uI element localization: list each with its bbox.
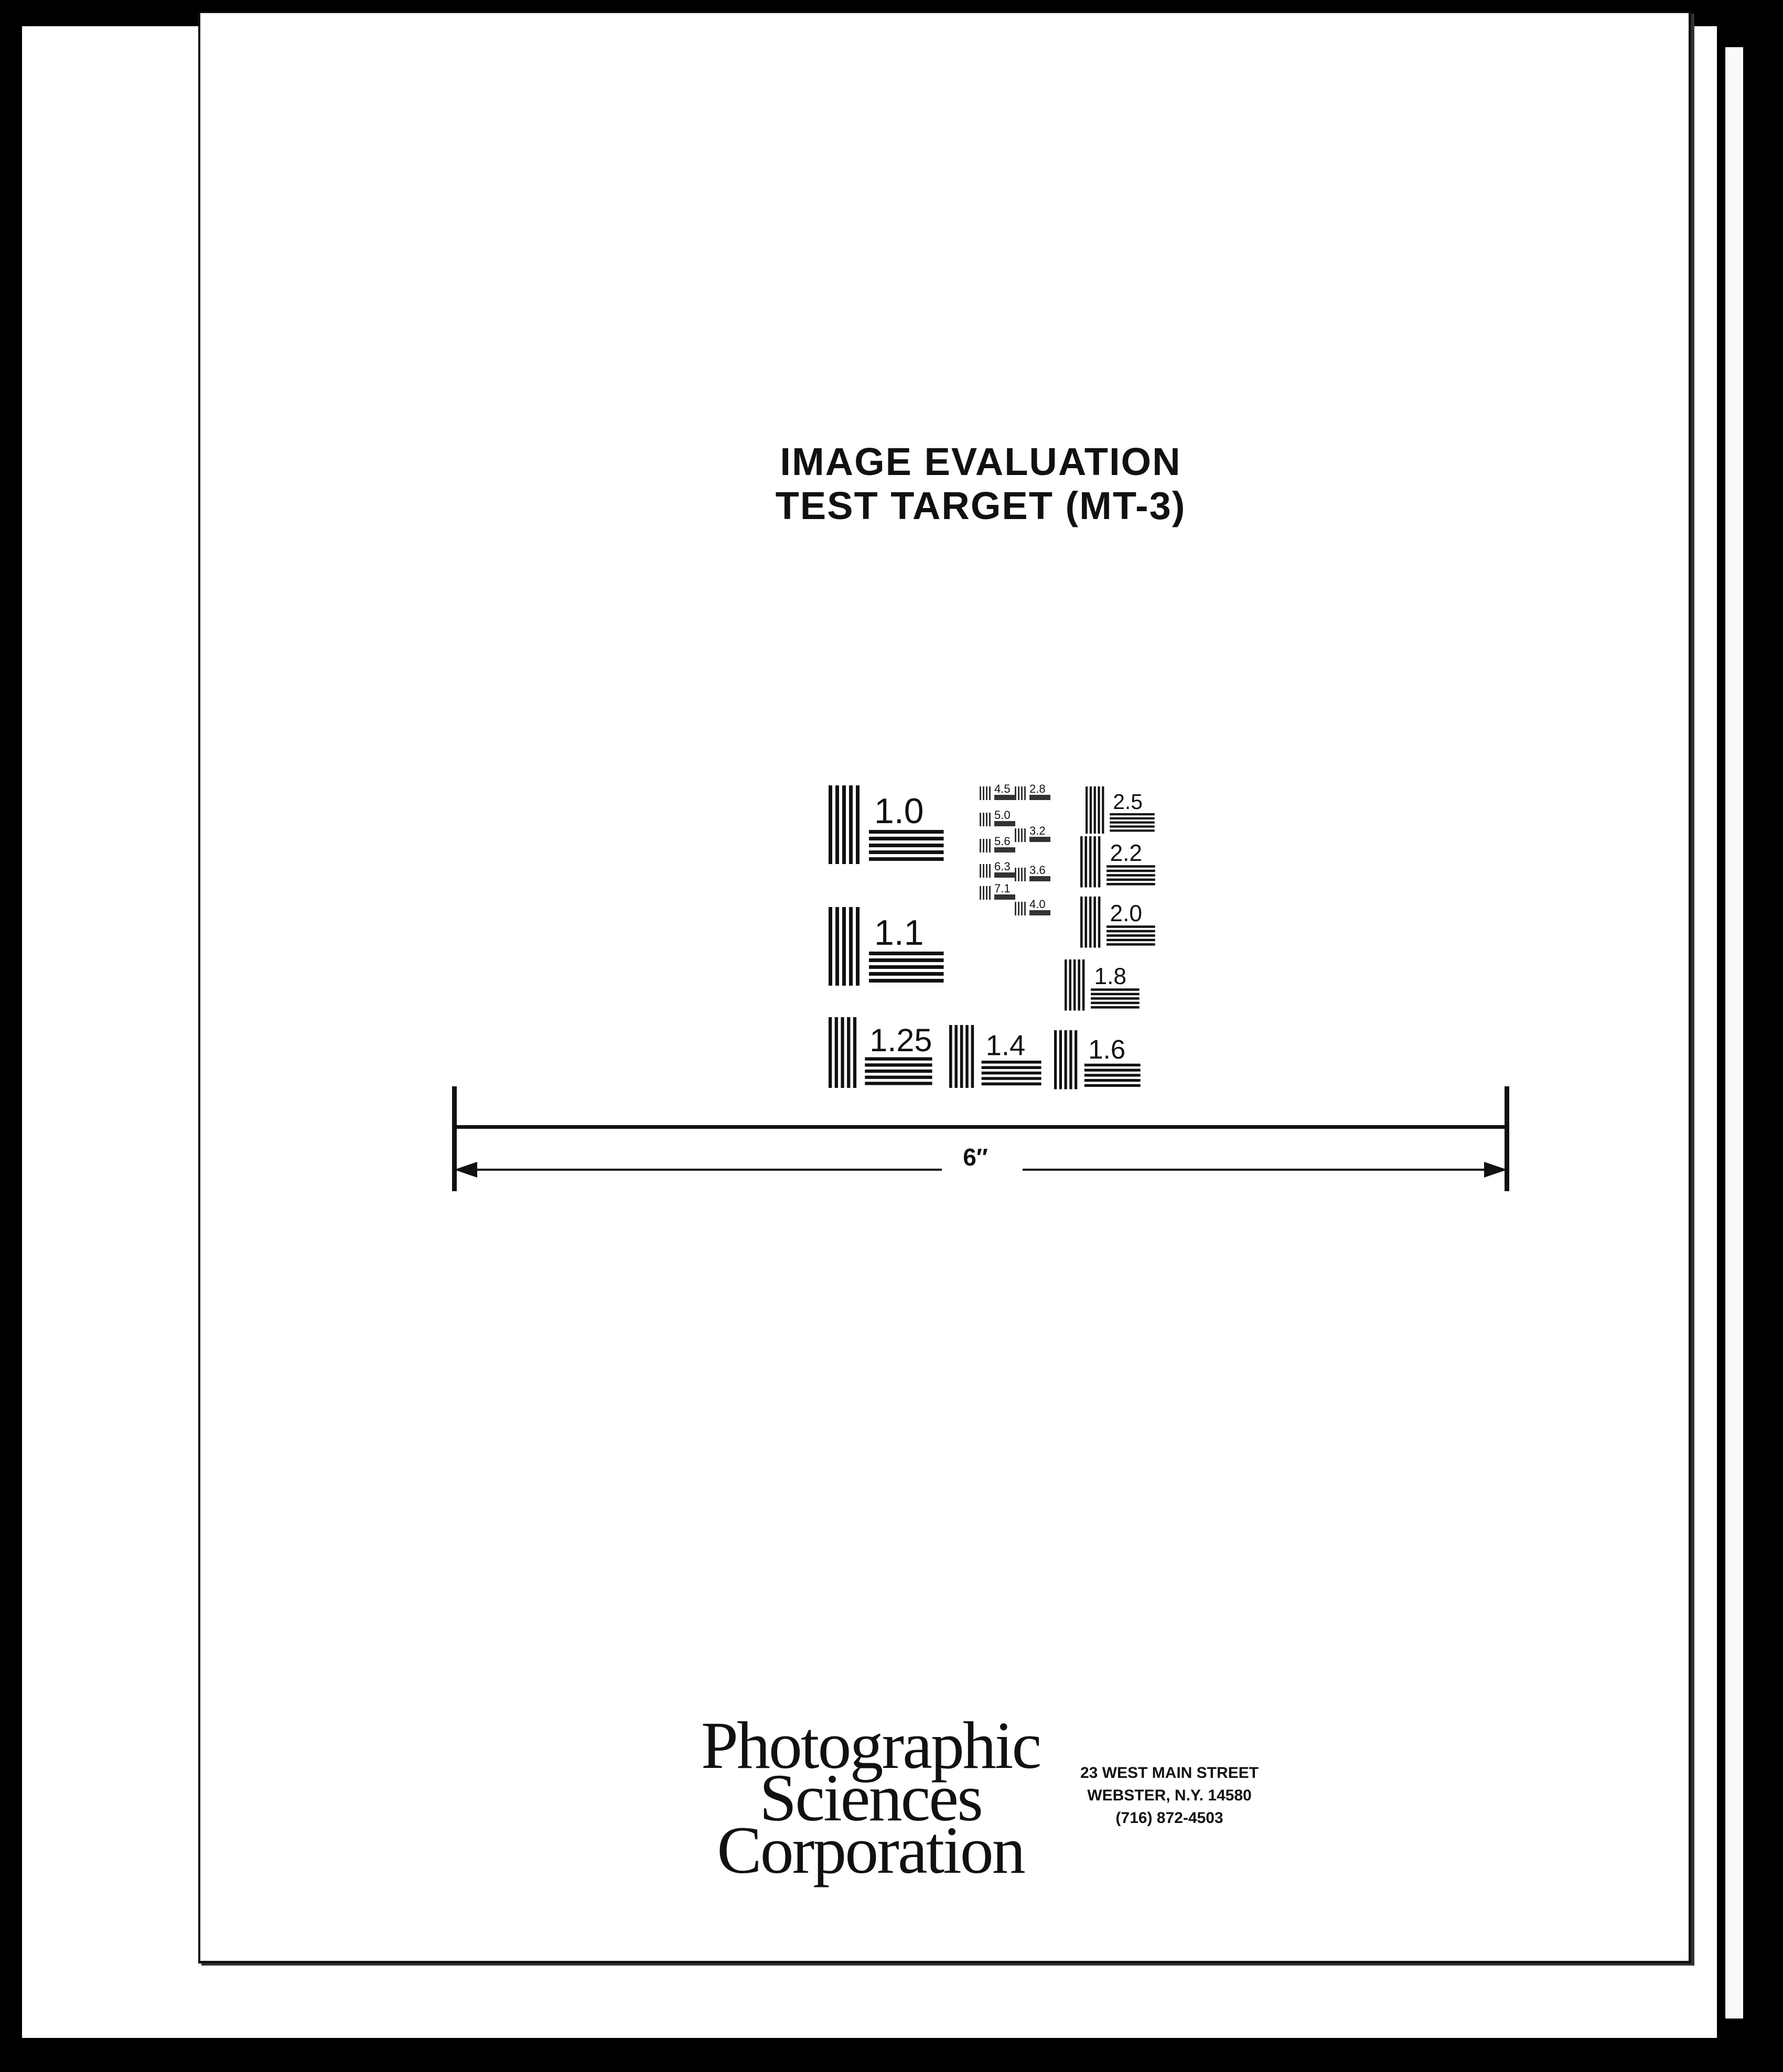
small-bar — [1029, 837, 1050, 842]
small-bar — [983, 839, 984, 852]
small-bar — [983, 864, 984, 878]
horizontal-bar — [1107, 874, 1155, 877]
resolution-label: 1.25 — [869, 1022, 932, 1058]
small-bar — [994, 795, 1015, 800]
small-bar — [1029, 795, 1050, 800]
small-bar — [986, 839, 987, 852]
company-line-1: Photographic — [701, 1708, 1040, 1783]
horizontal-bar — [1091, 1002, 1140, 1005]
resolution-label: 4.0 — [1029, 898, 1046, 911]
resolution-label: 2.2 — [1110, 840, 1142, 866]
small-bar — [1018, 868, 1019, 881]
small-bar — [1024, 828, 1026, 842]
small-bar — [980, 813, 981, 826]
horizontal-bar — [1107, 943, 1155, 946]
vertical-bar — [971, 1025, 974, 1088]
resolution-label: 5.0 — [994, 808, 1011, 822]
horizontal-bar — [1107, 934, 1155, 937]
vertical-bar — [1089, 897, 1092, 948]
resolution-label: 2.8 — [1029, 782, 1046, 795]
resolution-element-1.8 — [1065, 959, 1140, 1011]
small-bar — [1018, 828, 1019, 842]
small-bar — [980, 886, 981, 900]
vertical-bar — [835, 1017, 838, 1088]
horizontal-bar — [1084, 1084, 1141, 1087]
resolution-element-4.0 — [1015, 898, 1050, 915]
vertical-bar — [954, 1025, 958, 1088]
small-bar — [989, 839, 991, 852]
vertical-bar — [1059, 1030, 1062, 1089]
vertical-bar — [1094, 786, 1096, 834]
vertical-bar — [965, 1025, 969, 1088]
resolution-element-6.3 — [980, 860, 1015, 878]
horizontal-bar — [982, 1083, 1041, 1086]
vertical-bar — [853, 1017, 856, 1088]
vertical-bar — [1054, 1030, 1057, 1089]
vertical-bar — [849, 907, 853, 986]
resolution-label: 2.0 — [1110, 900, 1142, 926]
title-line-2: TEST TARGET (MT-3) — [775, 484, 1186, 527]
small-bar — [986, 813, 987, 826]
address-phone: (716) 872-4503 — [1115, 1809, 1223, 1827]
vertical-bar — [835, 785, 839, 864]
horizontal-bar — [982, 1077, 1041, 1080]
resolution-element-7.1 — [980, 882, 1015, 900]
small-bar — [994, 894, 1015, 900]
vertical-bar — [1069, 1030, 1072, 1089]
vertical-bar — [1089, 836, 1092, 888]
resolution-label: 1.8 — [1094, 963, 1126, 989]
horizontal-bar — [865, 1063, 932, 1066]
horizontal-bar — [1091, 993, 1140, 996]
horizontal-bar — [869, 972, 944, 976]
small-bar — [980, 839, 981, 852]
small-bar — [994, 847, 1015, 852]
horizontal-bar — [869, 844, 944, 847]
small-bar — [983, 786, 984, 800]
resolution-label: 2.5 — [1113, 790, 1143, 814]
vertical-bar — [829, 785, 832, 864]
small-bar — [986, 886, 987, 900]
small-bar — [1021, 828, 1023, 842]
vertical-bar — [1098, 897, 1101, 948]
resolution-element-1.0 — [829, 785, 944, 864]
small-bar — [1024, 902, 1026, 915]
horizontal-bar — [1110, 822, 1155, 824]
horizontal-bar — [982, 1072, 1041, 1075]
vertical-bar — [1082, 959, 1085, 1011]
vertical-bar — [842, 907, 846, 986]
vertical-bar — [1080, 897, 1083, 948]
horizontal-bar — [1107, 870, 1155, 872]
vertical-bar — [1090, 786, 1092, 834]
resolution-element-2.2 — [1080, 836, 1155, 888]
vertical-bar — [1084, 897, 1087, 948]
resolution-label: 1.0 — [874, 791, 924, 831]
vertical-bar — [1093, 836, 1096, 888]
horizontal-bar — [865, 1082, 932, 1085]
resolution-label: 7.1 — [994, 882, 1011, 895]
resolution-element-1.4 — [949, 1025, 1041, 1088]
small-bar — [1015, 902, 1016, 915]
corner-target-bottom-left — [231, 1374, 692, 1835]
vertical-bar — [1084, 836, 1087, 888]
vertical-bar — [1075, 1030, 1077, 1089]
resolution-element-1.6 — [1054, 1030, 1141, 1089]
horizontal-bar — [982, 1066, 1041, 1069]
small-bar — [1021, 902, 1023, 915]
horizontal-bar — [1110, 825, 1155, 827]
horizontal-bar — [1084, 1069, 1141, 1072]
horizontal-bar — [865, 1076, 932, 1079]
small-bar — [994, 872, 1015, 878]
resolution-label: 1.4 — [985, 1029, 1026, 1062]
resolution-element-1.25 — [829, 1017, 932, 1088]
horizontal-bar — [869, 958, 944, 962]
vertical-bar — [1102, 786, 1104, 834]
horizontal-bar — [1110, 829, 1155, 832]
horizontal-bar — [1110, 817, 1155, 819]
vertical-bar — [1078, 959, 1080, 1011]
resolution-element-3.2 — [1015, 824, 1050, 842]
vertical-bar — [842, 785, 846, 864]
small-bar — [986, 786, 987, 800]
vertical-bar — [835, 907, 839, 986]
horizontal-bar — [869, 850, 944, 854]
horizontal-bar — [1107, 879, 1155, 881]
resolution-element-2.5 — [1086, 786, 1155, 834]
vertical-bar — [856, 785, 860, 864]
small-bar — [994, 821, 1015, 826]
vertical-bar — [960, 1025, 963, 1088]
horizontal-bar — [865, 1070, 932, 1073]
six-inch-scale-bar — [452, 1086, 1509, 1191]
small-bar — [1024, 868, 1026, 881]
company-line-3: Corporation — [717, 1813, 1024, 1887]
horizontal-bar — [869, 857, 944, 861]
small-bar — [980, 864, 981, 878]
vertical-bar — [1080, 836, 1083, 888]
small-bar — [1018, 902, 1019, 915]
horizontal-bar — [1107, 930, 1155, 933]
small-bar — [1015, 828, 1016, 842]
vertical-bar — [1073, 959, 1076, 1011]
vertical-bar — [1065, 1030, 1067, 1089]
resolution-label: 3.2 — [1029, 824, 1046, 837]
vertical-bar — [829, 907, 832, 986]
resolution-element-4.5 — [980, 782, 1015, 800]
resolution-label: 5.6 — [994, 835, 1011, 848]
horizontal-bar — [869, 837, 944, 840]
vertical-bar — [1065, 959, 1067, 1011]
vertical-bar — [856, 907, 860, 986]
resolution-element-1.1 — [829, 907, 944, 986]
corner-target-top-left — [231, 52, 703, 482]
vertical-bar — [1098, 786, 1100, 834]
resolution-label: 3.6 — [1029, 864, 1046, 877]
horizontal-bar — [1091, 997, 1140, 1000]
small-bar — [986, 864, 987, 878]
resolution-label: 1.1 — [874, 913, 924, 953]
horizontal-bar — [869, 965, 944, 969]
small-bar — [983, 886, 984, 900]
corner-target-bottom-right — [1269, 1374, 1731, 1835]
small-bar — [1021, 868, 1023, 881]
title-line-1: IMAGE EVALUATION — [780, 440, 1181, 483]
resolution-element-5.6 — [980, 835, 1015, 852]
vertical-bar — [1069, 959, 1071, 1011]
resolution-element-2.8 — [1015, 782, 1050, 800]
small-bar — [1018, 786, 1019, 800]
vertical-bar — [841, 1017, 844, 1088]
vertical-bar — [949, 1025, 952, 1088]
small-bar — [989, 886, 991, 900]
small-bar — [989, 786, 991, 800]
address-street: 23 WEST MAIN STREET — [1080, 1764, 1259, 1782]
corner-target-top-right — [1280, 42, 1741, 493]
small-bar — [989, 864, 991, 878]
small-bar — [983, 813, 984, 826]
small-bar — [1029, 910, 1050, 915]
small-bar — [1024, 786, 1026, 800]
small-bar — [980, 786, 981, 800]
horizontal-bar — [1107, 939, 1155, 942]
vertical-bar — [829, 1017, 832, 1088]
resolution-element-3.6 — [1015, 864, 1050, 881]
resolution-element-5.0 — [980, 808, 1015, 826]
vertical-bar — [1098, 836, 1101, 888]
small-bar — [989, 813, 991, 826]
address-city: WEBSTER, N.Y. 14580 — [1087, 1787, 1252, 1804]
small-bar — [1029, 876, 1050, 881]
vertical-bar — [847, 1017, 850, 1088]
scale-label: 6″ — [963, 1143, 988, 1171]
vertical-bar — [849, 785, 853, 864]
vertical-bar — [1093, 897, 1096, 948]
resolution-label: 6.3 — [994, 860, 1011, 873]
resolution-label: 1.6 — [1088, 1034, 1126, 1064]
horizontal-bar — [1107, 883, 1155, 886]
resolution-label: 4.5 — [994, 782, 1011, 795]
horizontal-bar — [1091, 1006, 1140, 1009]
horizontal-bar — [1084, 1074, 1141, 1076]
horizontal-bar — [1084, 1079, 1141, 1082]
small-bar — [1021, 786, 1023, 800]
company-line-2: Sciences — [759, 1761, 982, 1835]
resolution-element-2.0 — [1080, 897, 1155, 948]
vertical-bar — [1086, 786, 1088, 834]
horizontal-bar — [869, 979, 944, 983]
